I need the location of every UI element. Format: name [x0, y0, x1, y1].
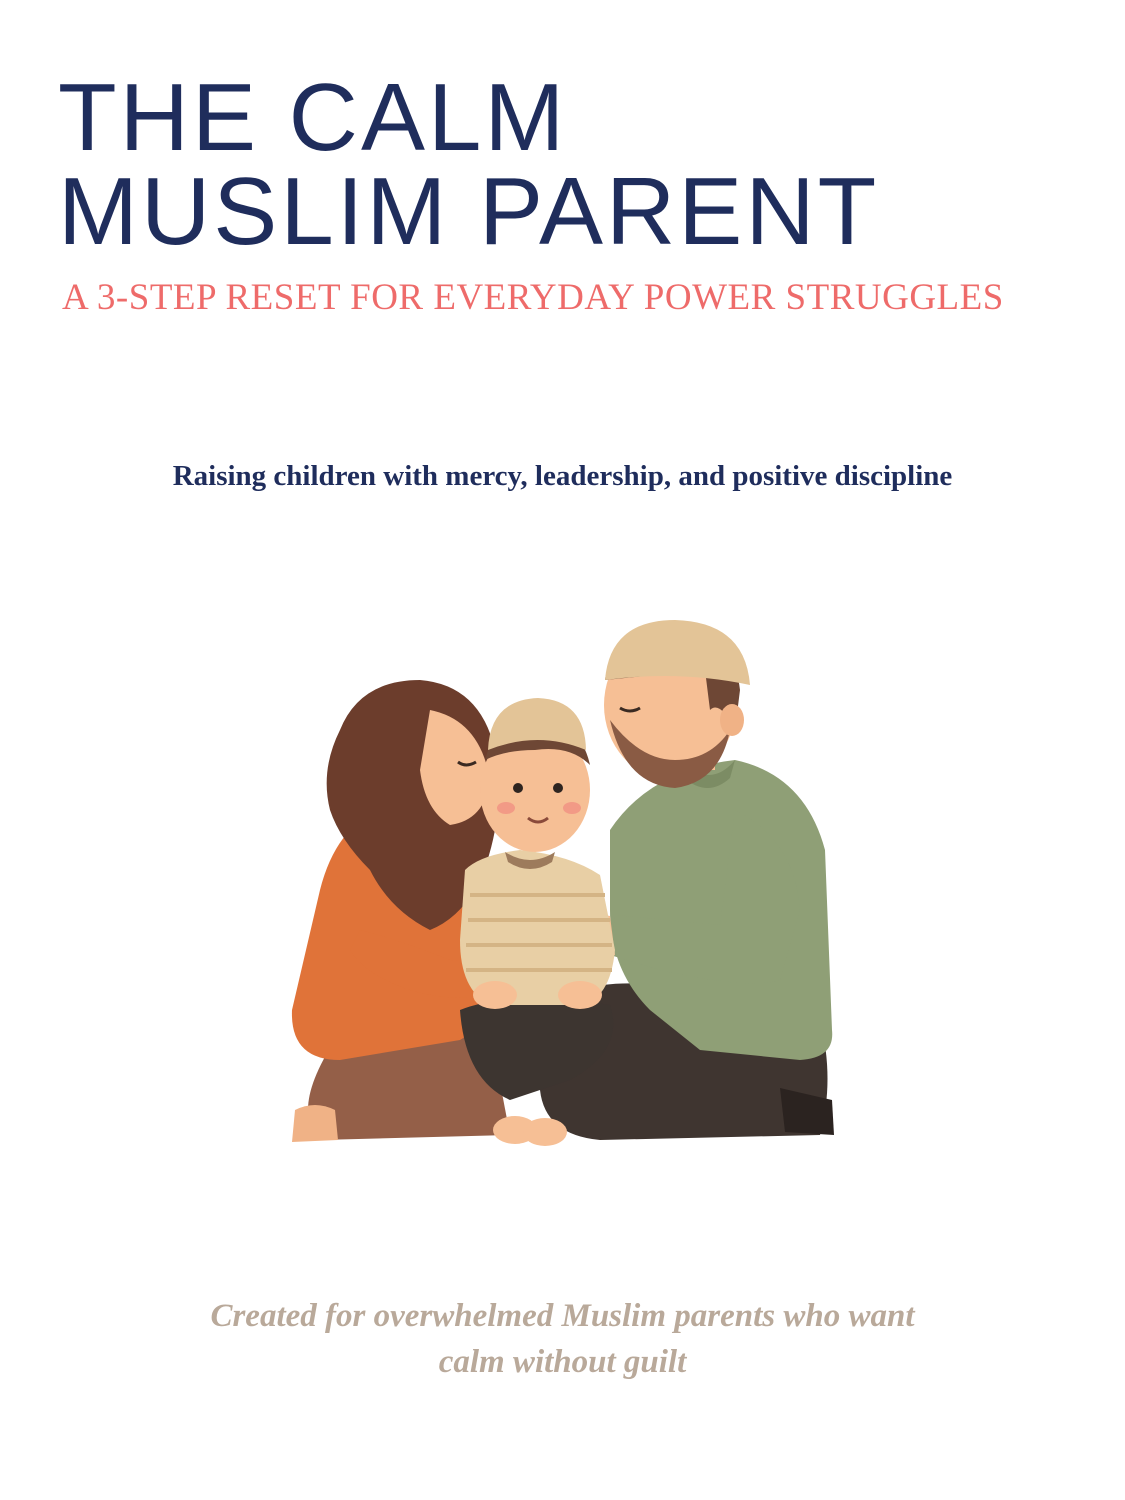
- footer-note: [140, 1293, 985, 1385]
- family-illustration: [280, 610, 850, 1155]
- footer-line-2: calm without guilt: [438, 1344, 687, 1380]
- title-line-1: THE CALM: [58, 64, 568, 171]
- footer-line-1: Created for overwhelmed Muslim parents who want: [210, 1298, 915, 1334]
- title-line-2: MUSLIM PARENT: [58, 158, 880, 265]
- tagline: Raising children with mercy, leadership, and positive discipline: [172, 460, 953, 492]
- subtitle: A 3-STEP RESET FOR EVERYDAY POWER STRUGGLES: [62, 277, 1004, 318]
